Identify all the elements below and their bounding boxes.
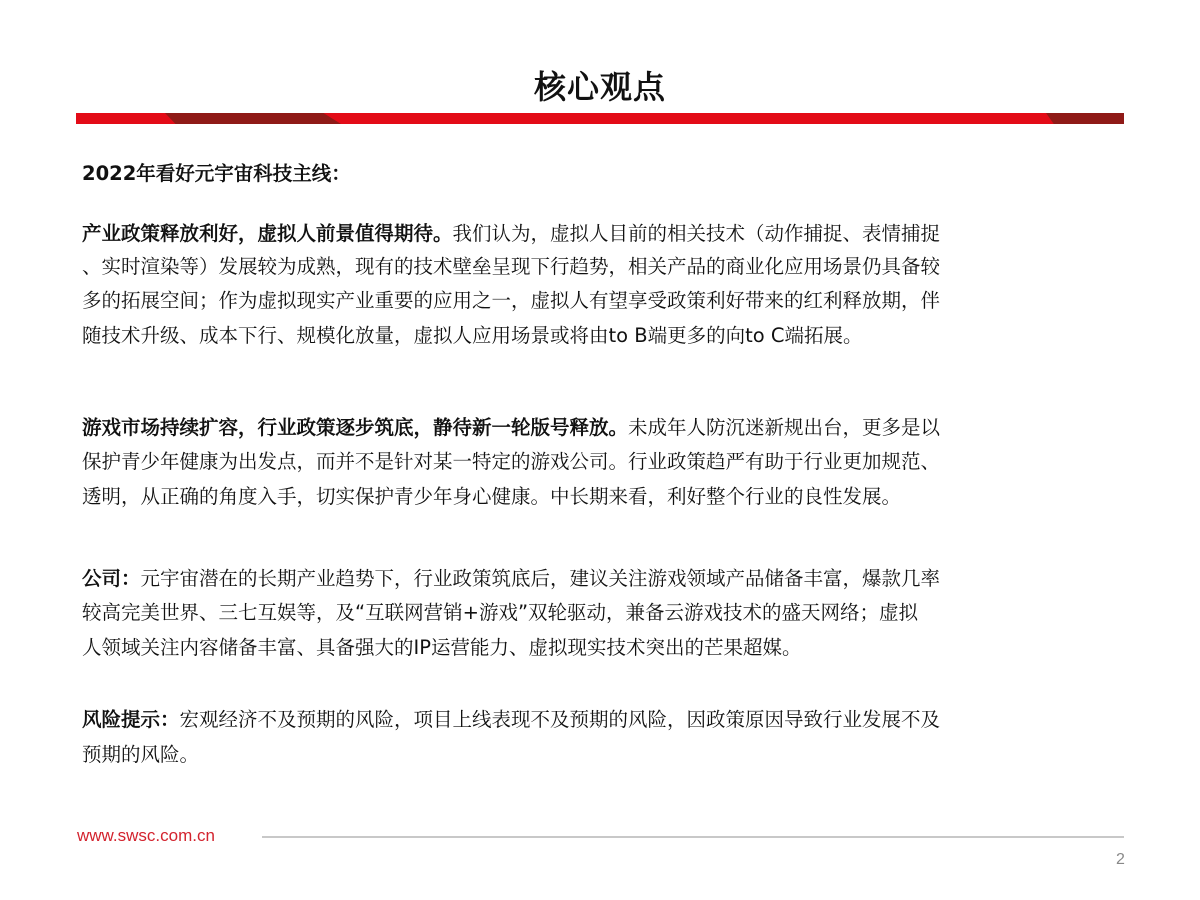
section-heading: 2022年看好元宇宙科技主线：: [82, 162, 351, 185]
paragraph-text: 透明，从正确的角度入手，切实保护青少年身心健康。中长期来看，利好整个行业的良性发展。: [82, 485, 902, 508]
footer-website-link[interactable]: www.swsc.com.cn: [77, 826, 215, 845]
paragraph-text: 我们认为，虚拟人目前的相关技术（动作捕捉、表情捕捉: [452, 222, 941, 245]
paragraph-line: [82, 412, 940, 444]
paragraph-line: [82, 251, 940, 283]
paragraph-text: 宏观经济不及预期的风险，项目上线表现不及预期的风险，因政策原因导致行业发展不及: [179, 708, 941, 731]
page-number: 2: [1116, 851, 1125, 868]
paragraph-line: [82, 597, 918, 629]
paragraph-lead: 风险提示：: [82, 708, 180, 731]
paragraph-line: [82, 632, 802, 664]
title-divider-bar: [76, 113, 1124, 124]
paragraph-lead: 产业政策释放利好，虚拟人前景值得期待。: [82, 222, 453, 245]
paragraph-text: 人领域关注内容储备丰富、具备强大的IP运营能力、虚拟现实技术突出的芒果超媒。: [82, 636, 802, 659]
paragraph-lead: 游戏市场持续扩容，行业政策逐步筑底，静待新一轮版号释放。: [82, 416, 629, 439]
footer-divider: [262, 836, 1124, 838]
page-title: 核心观点: [533, 68, 666, 106]
paragraph-line: [82, 285, 940, 317]
paragraph-line: [82, 739, 199, 771]
paragraph-text: 保护青少年健康为出发点，而并不是针对某一特定的游戏公司。行业政策趋严有助于行业更加规范、: [82, 450, 941, 473]
paragraph-text: 未成年人防沉迷新规出台，更多是以: [628, 416, 941, 439]
paragraph-text: 元宇宙潜在的长期产业趋势下，行业政策筑底后，建议关注游戏领域产品储备丰富，爆款几率: [140, 567, 941, 590]
paragraph-text: 多的拓展空间；作为虚拟现实产业重要的应用之一，虚拟人有望享受政策利好带来的红利释放期，伴: [82, 289, 941, 312]
paragraph-line: [82, 320, 863, 352]
paragraph-lead: 公司：: [82, 567, 141, 590]
paragraph-line: [82, 481, 901, 513]
paragraph-line: [82, 218, 940, 250]
paragraph-text: 、实时渲染等）发展较为成熟，现有的技术壁垒呈现下行趋势，相关产品的商业化应用场景仍具备较: [82, 255, 941, 278]
paragraph-text: 随技术升级、成本下行、规模化放量，虚拟人应用场景或将由to B端更多的向to C端拓展。: [82, 324, 863, 347]
paragraph-text: 预期的风险。: [82, 743, 200, 766]
paragraph-line: [82, 704, 940, 736]
paragraph-line: [82, 446, 940, 478]
paragraph-line: [82, 563, 940, 595]
paragraph-text: 较高完美世界、三七互娱等，及“互联网营销+游戏”双轮驱动，兼备云游戏技术的盛天网络；虚拟: [82, 601, 919, 624]
